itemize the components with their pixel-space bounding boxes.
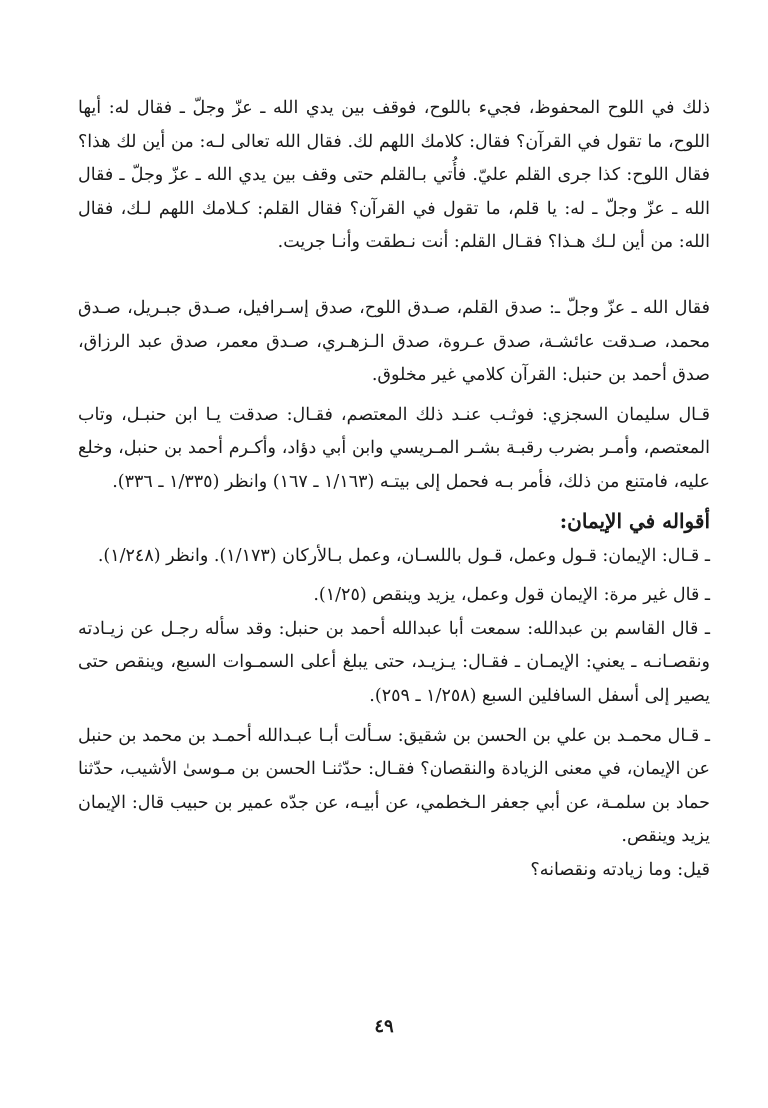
paragraph-5: ـ قال غير مرة: الإيمان قول وعمل، يزيد وينقص (١/٢٥). [313,585,710,606]
page-body [78,92,710,887]
paragraph-8: قيل: وما زيادته ونقصانه؟ [530,859,710,880]
page-number: ٤٩ [374,1016,394,1037]
section-heading: أقواله في الإيمان: [559,508,710,533]
paragraph-7: ـ قـال محمـد بن علي بن الحسن بن شقيق: سـألت أبـا عبـدالله أحمـد بن محمد بن حنبل عن الإيمان، في معنى الزيادة والنقصان؟ فقـال: حدّثنـا الحسن بن مـوسىٰ الأشيب، حدّثنا حماد بن سلمـة، عن أبي جعفر الـخطمي، عن أبيـه، عن جدّه عمير بن حبيب قال: الإيمان يزيد وينقص. [78,725,710,847]
paragraph-1: ذلك في اللوح المحفوظ، فجيء باللوح، فوقف بين يدي الله ـ عزّ وجلّ ـ فقال له: أيها اللوح، ما تقول في القرآن؟ فقال: كلامك اللهم لك. فقال الله تعالى لـه: من أين لك هذا؟ فقال اللوح: كذا جرى القلم عليّ. فأُتي بـالقلم حتى وقف بين يدي الله ـ عزّ وجلّ ـ فقال الله ـ عزّ وجلّ ـ له: يا قلم، ما تقول في القرآن؟ فقال القلم: كـلامك اللهم لـك، فقال الله: من أين لـك هـذا؟ فقـال القلم: أنت نـطقت وأنـا جريت. [78,98,710,253]
paragraph-4: ـ قـال: الإيمان: قـول وعمل، قـول باللسـان، وعمل بـالأركان (١/١٧٣). وانظر (١/٢٤٨). [97,545,710,566]
paragraph-spacer [78,260,710,292]
paragraph-2: فقال الله ـ عزّ وجلّ ـ: صدق القلم، صـدق اللوح، صدق إسـرافيل، صـدق جبـريل، صـدق محمد، صـدقت عائشـة، صدق عـروة، صدق الـزهـري، صـدق معمر، صدق عبد الرزاق، صدق أحمد بن حنبل: القرآن كلامي غير مخلوق. [78,297,710,386]
paragraph-6: ـ قال القاسم بن عبدالله: سمعت أبا عبدالله أحمد بن حنبل: وقد سأله رجـل عن زيـادته ونقصـانـه ـ يعني: الإيمـان ـ فقـال: يـزيـد، حتى يبلغ أعلى السمـوات السبع، وينقص حتى يصير إلى أسفل السافلين السبع (١/٢٥٨ ـ ٢٥٩). [78,618,710,706]
paragraph-3: قـال سليمان السجزي: فوثـب عنـد ذلك المعتصم، فقـال: صدقت يـا ابن حنبـل، وتاب المعتصم، وأمـر بضرب رقبـة بشـر المـريسي وابن أبي دؤاد، وأكـرم أحمد بن حنبل، وخلع عليه، فامتنع من ذلك، فأمر بـه فحمل إلى بيتـه (١/١٦٣ ـ ١٦٧) وانظر (١/٣٣٥ ـ ٣٣٦). [78,404,710,492]
